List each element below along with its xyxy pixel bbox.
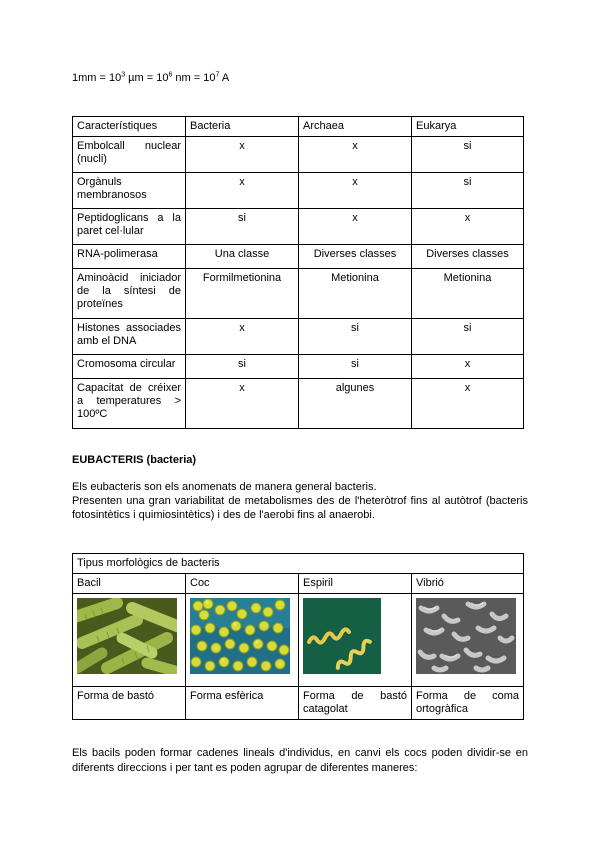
table-title-row <box>73 554 524 574</box>
cell: Metionina <box>299 269 412 319</box>
type-label: Bacil <box>73 574 186 594</box>
table-row <box>73 355 524 379</box>
bacillus-micrograph-icon <box>77 598 177 674</box>
type-label: Espiril <box>299 574 412 594</box>
cell: Metionina <box>412 269 524 319</box>
image-cell <box>73 594 186 687</box>
cell: si <box>186 355 299 379</box>
table-row <box>73 269 524 319</box>
vibrio-micrograph-icon <box>416 598 516 674</box>
images-row <box>73 594 524 687</box>
description-cell: Forma de bastó <box>73 687 186 720</box>
row-label: Capacitat de créixer a temperatures > 100ºC <box>73 379 186 429</box>
cell: x <box>299 137 412 173</box>
cell: x <box>299 209 412 245</box>
morphology-table <box>72 553 524 720</box>
cell: x <box>299 173 412 209</box>
row-label: Orgànuls membranosos <box>73 173 186 209</box>
description-cell: Forma esfèrica <box>186 687 299 720</box>
cell: si <box>412 319 524 355</box>
paragraph-line: Presenten una gran variabilitat de metabolismes des de l'heteròtrof fins al autòtrof (bacteris fotosintètics i quimiosintètics) i des de l'aerobi fins al anaerobi. <box>72 495 528 521</box>
cell: Formilmetionina <box>186 269 299 319</box>
cell: si <box>186 209 299 245</box>
cell: x <box>186 173 299 209</box>
cell: x <box>186 137 299 173</box>
cell: Una classe <box>186 245 299 269</box>
row-label: Histones associades amb el DNA <box>73 319 186 355</box>
header-cell: Bacteria <box>186 117 299 137</box>
row-label: Aminoàcid iniciador de la síntesi de proteïnes <box>73 269 186 319</box>
cell: si <box>299 319 412 355</box>
cell: x <box>412 209 524 245</box>
domains-comparison-table <box>72 116 524 429</box>
header-cell: Característiques <box>73 117 186 137</box>
table-row <box>73 379 524 429</box>
row-label: Cromosoma circular <box>73 355 186 379</box>
intro-paragraph <box>72 480 528 522</box>
table-row <box>73 319 524 355</box>
cell: x <box>186 319 299 355</box>
table-title: Tipus morfològics de bacteris <box>73 554 524 574</box>
table-row <box>73 173 524 209</box>
cell: Diverses classes <box>299 245 412 269</box>
image-cell <box>412 594 524 687</box>
header-cell: Archaea <box>299 117 412 137</box>
paragraph-line: Els eubacteris son els anomenats de manera general bacteris. <box>72 481 377 493</box>
header-cell: Eukarya <box>412 117 524 137</box>
cell: Diverses classes <box>412 245 524 269</box>
image-cell <box>186 594 299 687</box>
cell: si <box>299 355 412 379</box>
description-cell: Forma de bastó catagolat <box>299 687 412 720</box>
type-label: Vibrió <box>412 574 524 594</box>
spirillum-micrograph-icon <box>303 598 403 674</box>
descriptions-row <box>73 687 524 720</box>
image-cell <box>299 594 412 687</box>
cell: algunes <box>299 379 412 429</box>
section-heading: EUBACTERIS (bacteria) <box>72 454 197 466</box>
types-row <box>73 574 524 594</box>
cell: x <box>186 379 299 429</box>
closing-paragraph: Els bacils poden formar cadenes lineals d'individus, en canvi els cocs poden dividir-se en diferents direccions i per tant es poden agrupar de diferentes maneres: <box>72 747 528 774</box>
row-label: RNA-polimerasa <box>73 245 186 269</box>
table-header-row <box>73 117 524 137</box>
type-label: Coc <box>186 574 299 594</box>
table-row <box>73 137 524 173</box>
cell: si <box>412 173 524 209</box>
cell: x <box>412 355 524 379</box>
row-label: Peptidoglicans a la paret cel·lular <box>73 209 186 245</box>
cell: si <box>412 137 524 173</box>
description-cell: Forma de coma ortogràfica <box>412 687 524 720</box>
table-row <box>73 209 524 245</box>
unit-conversion: $1mm = 10^3$ $\mu m = 10^6$ nm = $10^7$ A <box>72 71 230 84</box>
coccus-micrograph-icon <box>190 598 290 674</box>
row-label: Embolcall nuclear (nucli) <box>73 137 186 173</box>
table-row <box>73 245 524 269</box>
cell: x <box>412 379 524 429</box>
